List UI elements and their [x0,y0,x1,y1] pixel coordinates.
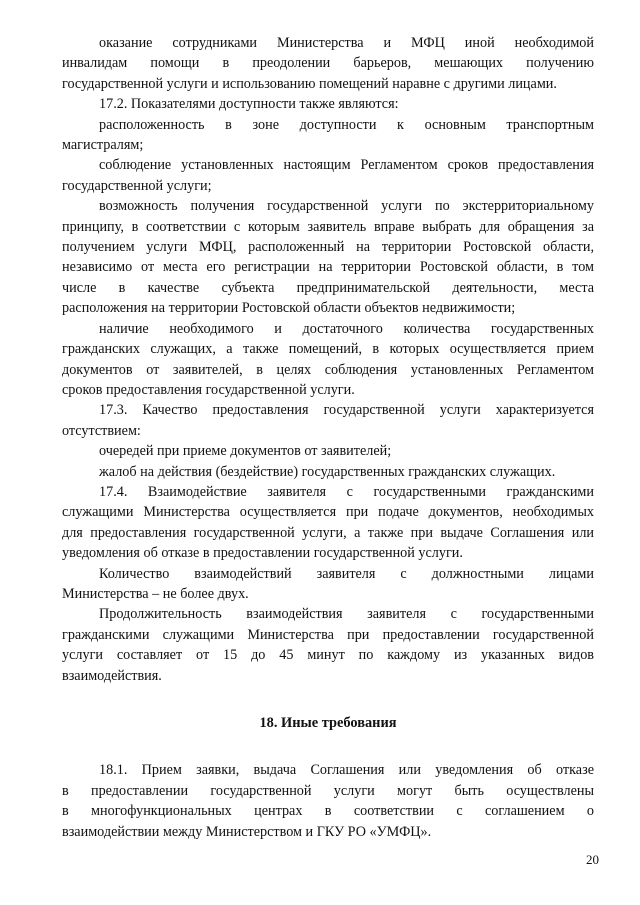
text-line: гражданскими служащими Министерства при предоставлении государственной [62,626,594,643]
paragraph-extraterritorial [62,196,594,318]
text-line: расположения на территории Ростовской области объектов недвижимости; [62,300,516,317]
text-line: наличие необходимого и достаточного количества государственных [99,320,594,337]
text-line: возможность получения государственной услуги по экстерриториальному [99,198,594,215]
text-line: принципу, в соответствии с которым заявитель вправе выбрать для обращения за [62,218,594,235]
paragraph-17-2 [62,94,594,114]
text-line: 17.2. Показателями доступности также являются: [99,96,399,113]
paragraph-compliance [62,155,594,196]
text-line: документов от заявителей, в целях соблюдения установленных Регламентом [62,361,594,378]
text-line: очередей при приеме документов от заявителей; [99,443,392,460]
text-line: Количество взаимодействий заявителя с должностными лицами [99,565,594,582]
paragraph-17-3 [62,400,594,441]
paragraph-interaction-count [62,564,594,605]
text-line: Министерства – не более двух. [62,585,249,602]
text-line: отсутствием: [62,422,141,439]
paragraph-assistance [62,33,594,94]
section-heading: 18. Иные требования [259,715,397,731]
text-line: жалоб на действия (бездействие) государственных гражданских служащих. [99,463,556,480]
text-line: взаимодействия. [62,667,162,684]
text-line: числе в качестве субъекта предпринимательской деятельности, места [62,279,594,296]
text-line: государственной услуги и использованию помещений наравне с другими лицами. [62,75,557,92]
page-content [62,33,594,842]
text-line: взаимодействии между Министерством и ГКУ РО «УМФЦ». [62,823,432,840]
text-line: расположенность в зоне доступности к основным транспортным [99,116,594,133]
text-line: 17.4. Взаимодействие заявителя с государственными гражданскими [99,483,594,500]
text-line: уведомления об отказе в предоставлении государственной услуги. [62,545,463,562]
paragraph-complaints [62,462,594,482]
text-line: гражданских служащих, а также помещений, в которых осуществляется прием [62,341,594,358]
text-line: в предоставлении государственной услуги могут быть осуществлены [62,782,594,799]
text-line: 17.3. Качество предоставления государственной услуги характеризуется [99,402,594,419]
text-line: государственной услуги; [62,177,212,194]
text-line: услуги составляет от 15 до 45 минут по каждому из указанных видов [62,647,594,664]
text-line: получением услуги МФЦ, расположенный на территории Ростовской области, [62,239,594,256]
paragraph-interaction-duration [62,604,594,686]
text-line: Продолжительность взаимодействия заявителя с государственными [99,606,594,623]
text-line: инвалидам помощи в преодолении барьеров, мешающих получению [62,55,594,72]
paragraph-location [62,115,594,156]
text-line: магистралям; [62,137,144,154]
paragraph-17-4 [62,482,594,564]
paragraph-queues [62,441,594,461]
text-line: 18.1. Прием заявки, выдача Соглашения или уведомления об отказе [99,762,594,779]
page-number: 20 [586,852,599,867]
text-line: в многофункциональных центрах в соответствии с соглашением о [62,803,594,820]
text-line: соблюдение установленных настоящим Регламентом сроков предоставления [99,157,594,174]
text-line: для предоставления государственной услуги, а также при выдаче Соглашения или [62,524,594,541]
text-line: сроков предоставления государственной услуги. [62,381,355,398]
paragraph-18-1 [62,760,594,842]
text-line: независимо от места его регистрации на территории Ростовской области, в том [62,259,594,276]
text-line: оказание сотрудниками Министерства и МФЦ иной необходимой [99,35,594,51]
paragraph-staff [62,319,594,401]
text-line: служащими Министерства осуществляется при подаче документов, необходимых [62,504,594,521]
